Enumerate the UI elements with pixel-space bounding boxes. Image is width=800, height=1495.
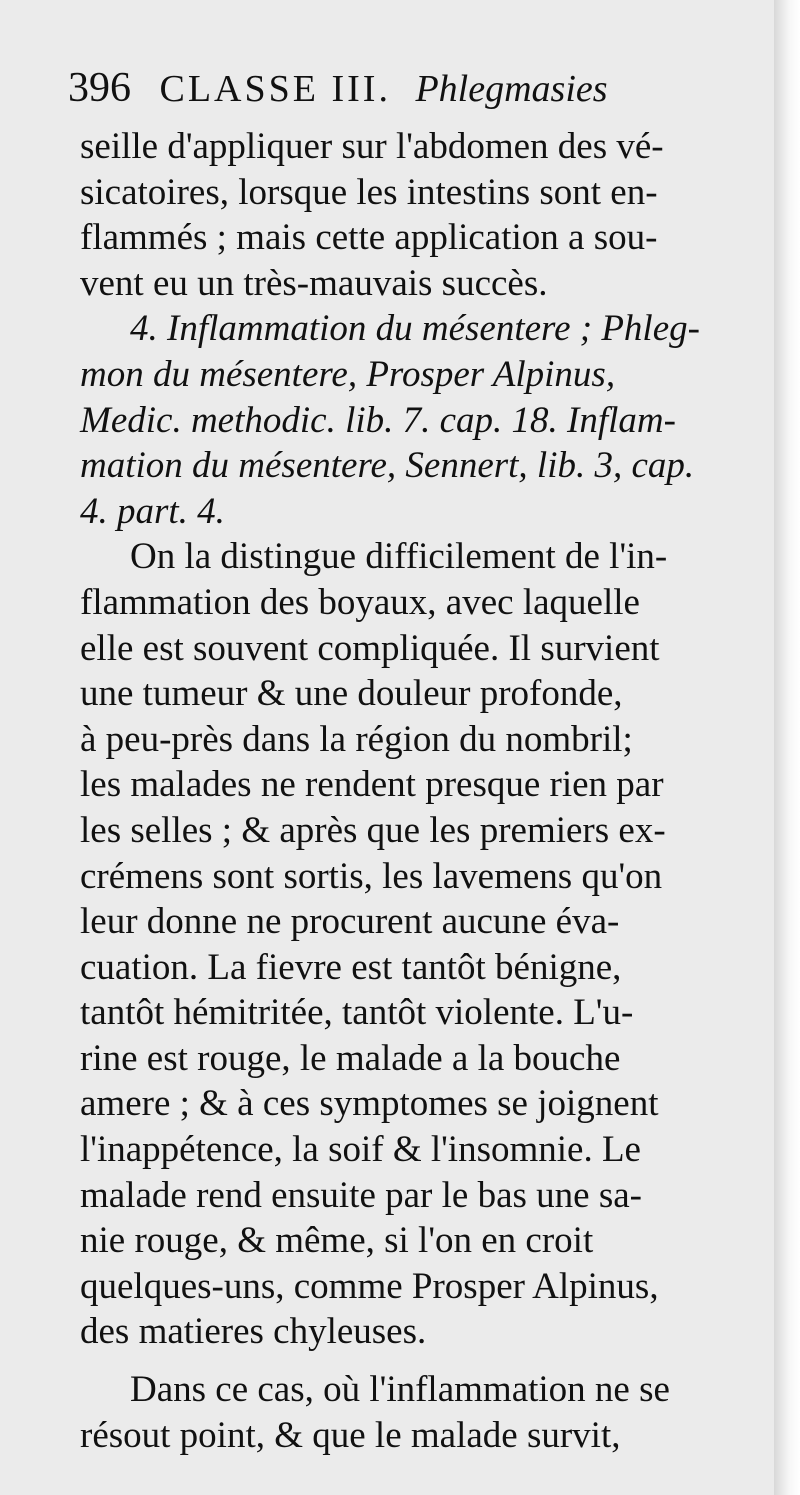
running-header	[68, 56, 708, 120]
text-line: Medic. methodic. lib. 7. cap. 18. Inflam-	[80, 399, 676, 441]
text-line: les selles ; & après que les premiers ex-	[80, 809, 666, 851]
text-line: tantôt hémitritée, tantôt violente. L'u-	[80, 992, 634, 1034]
text-line: l'inappétence, la soif & l'insomnie. Le	[80, 1129, 641, 1171]
class-title: Phlegmasies	[415, 68, 608, 110]
text-line: une tumeur & une douleur profonde,	[80, 673, 623, 715]
text-line: amere ; & à ces symptomes se joignent	[80, 1083, 659, 1125]
text-line: Dans ce cas, où l'inflammation ne se	[130, 1369, 670, 1411]
text-line: flammation des boyaux, avec laquelle	[80, 581, 640, 623]
text-line: quelques-uns, comme Prosper Alpinus,	[80, 1265, 659, 1307]
text-line: crémens sont sortis, les lavemens qu'on	[80, 855, 663, 897]
text-line: 4. part. 4.	[80, 490, 225, 532]
text-line: leur donne ne procurent aucune éva-	[80, 901, 620, 943]
text-line: à peu-près dans la région du nombril;	[80, 718, 633, 760]
text-line: rine est rouge, le malade a la bouche	[80, 1037, 621, 1079]
text-line: résout point, & que le malade survit,	[80, 1414, 621, 1456]
text-line: cuation. La fievre est tantôt bénigne,	[80, 946, 622, 988]
text-line: seille d'appliquer sur l'abdomen des vé-	[80, 126, 664, 167]
text-line: mation du mésentere, Sennert, lib. 3, cap.	[80, 445, 695, 487]
text-line: nie rouge, & même, si l'on en croit	[80, 1220, 594, 1262]
page-number: 396	[68, 65, 131, 111]
text-line: malade rend ensuite par le bas une sa-	[80, 1174, 642, 1216]
text-line: flammés ; mais cette application a sou-	[80, 217, 658, 259]
text-line: mon du mésentere, Prosper Alpinus,	[80, 353, 616, 395]
text-line: sicatoires, lorsque les intestins sont en-	[80, 171, 658, 213]
text-line: les malades ne rendent presque rien par	[80, 764, 664, 806]
text-line: On la distingue difficilement de l'in-	[130, 536, 668, 578]
text-line: 4. Inflammation du mésentere ; Phleg-	[130, 308, 700, 350]
text-line: elle est souvent compliquée. Il survient	[80, 627, 660, 669]
paragraph-gap	[0, 1355, 780, 1367]
text-line: des matieres chyleuses.	[80, 1311, 427, 1353]
text-line: vent eu un très-mauvais succès.	[80, 262, 548, 304]
body-text	[0, 124, 780, 1458]
class-label: CLASSE III.	[159, 68, 391, 110]
